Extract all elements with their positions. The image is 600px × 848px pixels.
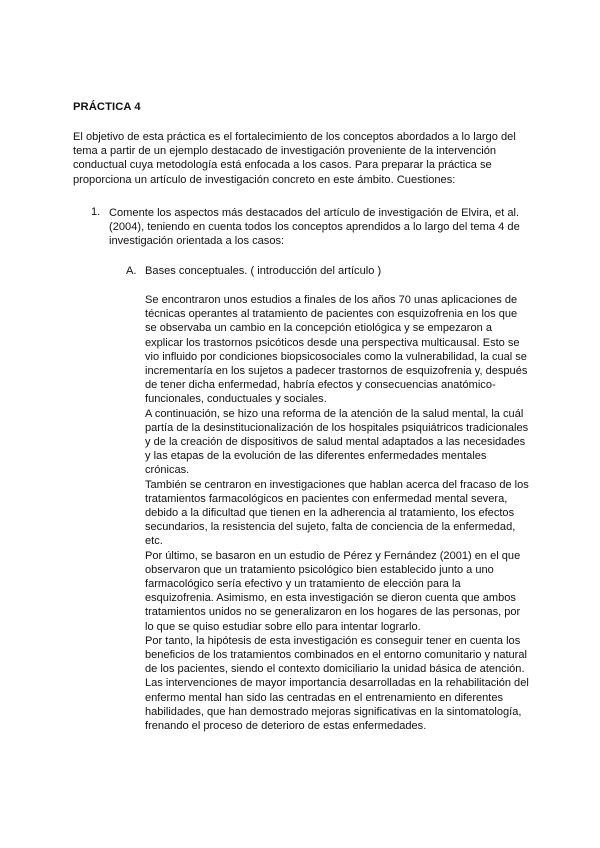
question-number: 1.	[91, 206, 101, 218]
subsection-body	[145, 293, 531, 733]
question-text: Comente los aspectos más destacados del artículo de investigación de Elvira, et al. (2004), teniendo en cuenta todos los conceptos aprendidos a lo largo del tema 4 de investigación orientada a los casos:	[109, 207, 520, 248]
body-paragraph: También se centraron en investigaciones que hablan acerca del fracaso de los tratamientos farmacológicos en pacientes con enfermedad mental severa, debido a la dificultad que tienen en la adherencia al tratamiento, los efectos secundarios, la resistencia del sujeto, falta de conciencia de la enfermedad, etc.	[145, 478, 529, 548]
body-paragraph: Por tanto, la hipótesis de esta investigación es conseguir tener en cuenta los beneficios de los tratamientos combinados en el entorno comunitario y natural de los pacientes, siendo el contexto domiciliario la unidad básica de atención.	[145, 634, 527, 676]
intro-paragraph: El objetivo de esta práctica es el fortalecimiento de los conceptos abordados a lo largo del tema a partir de un ejemplo destacado de investigación proveniente de la intervención conductual cuya metodología está enfocada a los casos. Para preparar la práctica se proporciona un artículo de investigación concreto en este ámbito. Cuestiones:	[73, 131, 516, 186]
body-paragraph: Las intervenciones de mayor importancia desarrolladas en la rehabilitación del enfermo mental han sido las centradas en el entrenamiento en diferentes habilidades, que han demostrado mejoras significativas en la sintomatología, frenando el proceso de deterioro de estas enfermedades.	[145, 677, 529, 733]
subsection-title: Bases conceptuales. ( introducción del artículo )	[145, 265, 382, 277]
page-title: PRÁCTICA 4	[73, 101, 141, 113]
body-paragraph: Por último, se basaron en un estudio de Pérez y Fernández (2001) en el que observaron que un tratamiento psicológico bien establecido junto a uno farmacológico sería efectivo y un tratamiento de elección para la esquizofrenia. Asimismo, en esta investigación se dieron cuenta que ambos tratamientos unidos no se generalizaron en los hogares de las personas, por lo que se quiso estudiar sobre ello para intentar lograrlo.	[145, 549, 521, 633]
subsection-marker: A.	[126, 265, 137, 277]
body-paragraph: A continuación, se hizo una reforma de la atención de la salud mental, la cuál partía de la desinstitucionalización de los hospitales psiquiátricos tradicionales y de la creación de dispositivos de salud mental adaptados a las necesidades y las etapas de la evolución de las diferentes enfermedades mentales crónicas.	[145, 407, 529, 477]
body-paragraph: Se encontraron unos estudios a finales de los años 70 unas aplicaciones de técnicas operantes al tratamiento de pacientes con esquizofrenia en los que se observaba un cambio en la concepción etiológica y se empezaron a explicar los trastornos psicóticos desde una perspectiva multicausal. Esto se vio influido por condiciones biopsicosociales como la vulnerabilidad, la cual se incrementaría en los sujetos a padecer trastornos de esquizofrenia y, después de tener dicha enfermedad, habría efectos y consecuencias anatómico-funcionales, conductuales y sociales.	[145, 294, 528, 406]
